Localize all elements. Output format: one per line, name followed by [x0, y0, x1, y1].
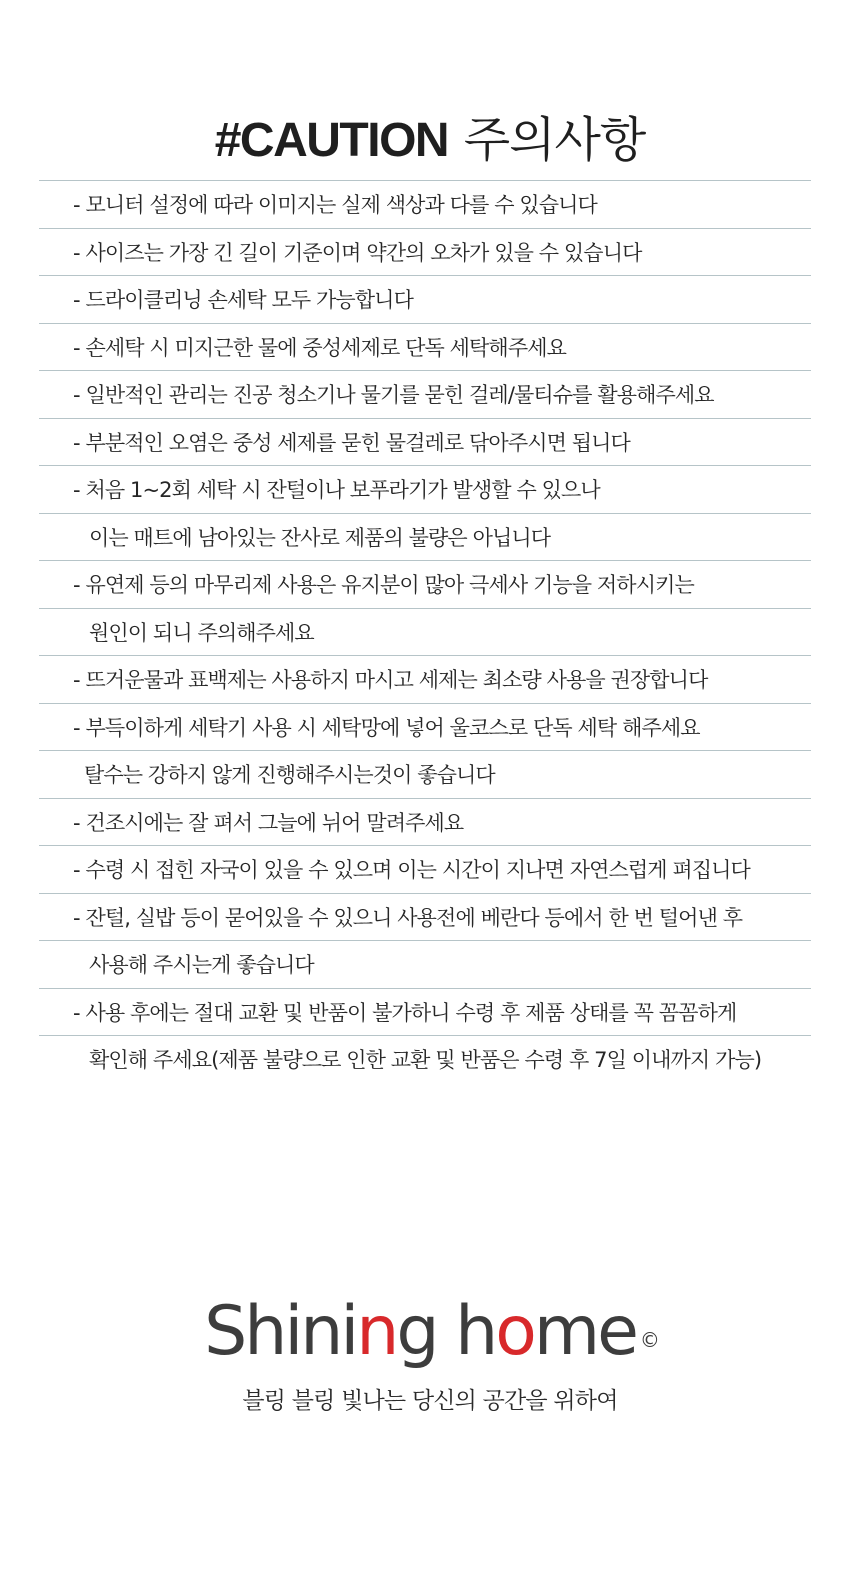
caution-item: - 드라이클리닝 손세탁 모두 가능합니다	[39, 275, 811, 323]
caution-item: - 뜨거운물과 표백제는 사용하지 마시고 세제는 최소량 사용을 권장합니다	[39, 655, 811, 703]
page-title	[0, 108, 860, 173]
caution-item: - 부득이하게 세탁기 사용 시 세탁망에 넣어 울코스로 단독 세탁 해주세요	[39, 703, 811, 751]
title-english: #CAUTION	[214, 114, 449, 168]
caution-list	[39, 180, 811, 1083]
caution-item-continuation: 확인해 주세요(제품 불량으로 인한 교환 및 반품은 수령 후 7일 이내까지 가능)	[39, 1035, 811, 1083]
caution-item: - 일반적인 관리는 진공 청소기나 물기를 묻힌 걸레/물티슈를 활용해주세요	[39, 370, 811, 418]
caution-item-continuation: 탈수는 강하지 않게 진행해주시는것이 좋습니다	[39, 750, 811, 798]
caution-item: - 사이즈는 가장 긴 길이 기준이며 약간의 오차가 있을 수 있습니다	[39, 228, 811, 276]
title-korean: 주의사항	[463, 112, 646, 169]
caution-item: - 처음 1~2회 세탁 시 잔털이나 보푸라기가 발생할 수 있으나	[39, 465, 811, 513]
brand-logo	[0, 1292, 860, 1372]
caution-item: - 건조시에는 잘 펴서 그늘에 뉘어 말려주세요	[39, 798, 811, 846]
caution-item-continuation: 사용해 주시는게 좋습니다	[39, 940, 811, 988]
logo-text-part: g h	[396, 1292, 496, 1371]
logo-text-part: Shini	[204, 1292, 357, 1371]
caution-item-continuation: 원인이 되니 주의해주세요	[39, 608, 811, 656]
caution-item: - 유연제 등의 마무리제 사용은 유지분이 많아 극세사 기능을 저하시키는	[39, 560, 811, 608]
logo-house-letter: o	[495, 1292, 534, 1371]
caution-item-continuation: 이는 매트에 남아있는 잔사로 제품의 불량은 아닙니다	[39, 513, 811, 561]
caution-item: - 모니터 설정에 따라 이미지는 실제 색상과 다를 수 있습니다	[39, 180, 811, 228]
brand-slogan: 블링 블링 빛나는 당신의 공간을 위하여	[242, 1388, 618, 1414]
caution-item: - 잔털, 실밥 등이 묻어있을 수 있으니 사용전에 베란다 등에서 한 번 털어낸 후	[39, 893, 811, 941]
caution-item: - 손세탁 시 미지근한 물에 중성세제로 단독 세탁해주세요	[39, 323, 811, 371]
caution-item: - 부분적인 오염은 중성 세제를 묻힌 물걸레로 닦아주시면 됩니다	[39, 418, 811, 466]
caution-item: - 수령 시 접힌 자국이 있을 수 있으며 이는 시간이 지나면 자연스럽게 펴집니다	[39, 845, 811, 893]
copyright-mark: ©	[639, 1328, 660, 1352]
caution-item: - 사용 후에는 절대 교환 및 반품이 불가하니 수령 후 제품 상태를 꼭 꼼꼼하게	[39, 988, 811, 1036]
logo-accent-letter: n	[356, 1292, 397, 1371]
logo-text-part: me	[533, 1292, 636, 1371]
